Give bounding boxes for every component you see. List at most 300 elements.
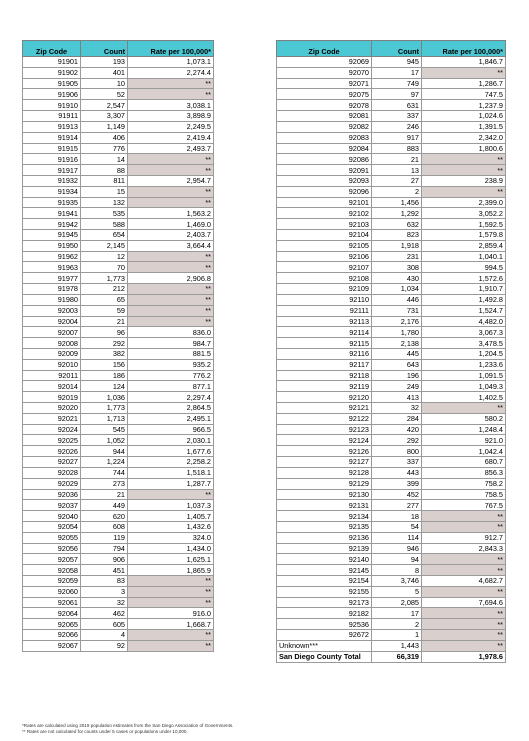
rate-cell: 1,204.5 — [422, 348, 506, 359]
rate-cell: 1,405.7 — [128, 511, 214, 522]
zip-code-cell: 92120 — [277, 392, 372, 403]
count-cell: 119 — [81, 532, 128, 543]
count-cell: 2,085 — [372, 597, 422, 608]
rate-cell: ** — [128, 576, 214, 587]
rate-cell: 2,403.7 — [128, 230, 214, 241]
table-row — [23, 57, 214, 68]
rate-cell: 2,274.4 — [128, 67, 214, 78]
rate-cell: 1,865.9 — [128, 565, 214, 576]
count-cell: 337 — [372, 111, 422, 122]
table-row — [23, 154, 214, 165]
table-row — [277, 219, 506, 230]
rate-cell: ** — [422, 403, 506, 414]
rate-cell: 1,248.4 — [422, 424, 506, 435]
rate-cell: 2,906.8 — [128, 273, 214, 284]
rate-cell: ** — [422, 67, 506, 78]
count-cell: 10 — [81, 78, 128, 89]
zip-code-cell: 92007 — [23, 327, 81, 338]
table-row — [23, 186, 214, 197]
rate-cell: ** — [128, 251, 214, 262]
count-cell: 944 — [81, 446, 128, 457]
table-row — [23, 230, 214, 241]
count-cell: 70 — [81, 262, 128, 273]
rate-cell: 856.3 — [422, 467, 506, 478]
rate-cell: ** — [128, 316, 214, 327]
rate-cell: ** — [128, 197, 214, 208]
rate-header: Rate per 100,000* — [128, 41, 214, 57]
count-cell: 744 — [81, 467, 128, 478]
zip-code-cell: 92173 — [277, 597, 372, 608]
rate-cell: 1,073.1 — [128, 57, 214, 68]
count-cell: 413 — [372, 392, 422, 403]
table-row — [277, 57, 506, 68]
table-row — [23, 370, 214, 381]
count-cell: 462 — [81, 608, 128, 619]
total-count: 66,319 — [372, 651, 422, 662]
count-cell: 1,918 — [372, 240, 422, 251]
count-cell: 545 — [81, 424, 128, 435]
table-row — [23, 403, 214, 414]
rate-cell: 3,478.5 — [422, 338, 506, 349]
count-cell: 12 — [81, 251, 128, 262]
count-cell: 406 — [81, 132, 128, 143]
right-zip-table — [276, 40, 506, 663]
count-cell: 605 — [81, 619, 128, 630]
zip-code-cell: 92126 — [277, 446, 372, 457]
count-cell: 273 — [81, 478, 128, 489]
zip-code-cell: 91977 — [23, 273, 81, 284]
rate-cell: 1,286.7 — [422, 78, 506, 89]
table-row — [23, 165, 214, 176]
table-row — [23, 500, 214, 511]
count-cell: 945 — [372, 57, 422, 68]
table-row — [277, 121, 506, 132]
rate-cell: 4,682.7 — [422, 576, 506, 587]
count-cell: 608 — [81, 521, 128, 532]
zip-code-cell: 92024 — [23, 424, 81, 435]
count-cell: 2 — [372, 619, 422, 630]
count-cell: 17 — [372, 608, 422, 619]
count-cell: 96 — [81, 327, 128, 338]
table-row — [23, 608, 214, 619]
table-row — [277, 478, 506, 489]
zip-code-cell: 92091 — [277, 165, 372, 176]
count-cell: 1,713 — [81, 413, 128, 424]
right-header-row — [277, 41, 506, 57]
zip-code-cell: 92107 — [277, 262, 372, 273]
zip-code-cell: 92108 — [277, 273, 372, 284]
table-row — [23, 586, 214, 597]
zip-code-cell: 92111 — [277, 305, 372, 316]
zip-code-cell: 92054 — [23, 521, 81, 532]
rate-cell: 1,040.1 — [422, 251, 506, 262]
table-row — [277, 78, 506, 89]
rate-cell: 1,846.7 — [422, 57, 506, 68]
rate-cell: 2,249.5 — [128, 121, 214, 132]
rate-cell: 3,067.3 — [422, 327, 506, 338]
count-cell: 643 — [372, 359, 422, 370]
count-cell: 52 — [81, 89, 128, 100]
count-cell: 588 — [81, 219, 128, 230]
count-cell: 2,176 — [372, 316, 422, 327]
zip-code-cell: 92058 — [23, 565, 81, 576]
rate-cell: ** — [128, 597, 214, 608]
zip-code-cell: 91906 — [23, 89, 81, 100]
table-row — [277, 403, 506, 414]
table-row — [277, 597, 506, 608]
zip-code-header: Zip Code — [277, 41, 372, 57]
table-row — [23, 446, 214, 457]
rate-cell: 1,677.6 — [128, 446, 214, 457]
left-table-body — [23, 57, 214, 652]
zip-code-cell: 92145 — [277, 565, 372, 576]
count-cell: 249 — [372, 381, 422, 392]
zip-code-cell: 92103 — [277, 219, 372, 230]
table-row — [277, 208, 506, 219]
table-row — [277, 89, 506, 100]
rate-cell: 3,052.2 — [422, 208, 506, 219]
count-cell: 535 — [81, 208, 128, 219]
count-cell: 212 — [81, 284, 128, 295]
zip-code-cell: 92104 — [277, 230, 372, 241]
table-row — [277, 240, 506, 251]
rate-cell: ** — [422, 619, 506, 630]
count-cell: 446 — [372, 294, 422, 305]
count-cell: 631 — [372, 100, 422, 111]
count-cell: 917 — [372, 132, 422, 143]
zip-code-cell: 91913 — [23, 121, 81, 132]
table-row — [23, 597, 214, 608]
footnotes — [22, 723, 233, 735]
table-row — [23, 143, 214, 154]
table-row — [23, 111, 214, 122]
rate-cell: 776.2 — [128, 370, 214, 381]
count-cell: 59 — [81, 305, 128, 316]
zip-code-cell: 92059 — [23, 576, 81, 587]
count-cell: 21 — [81, 489, 128, 500]
rate-cell: 881.5 — [128, 348, 214, 359]
zip-code-cell: 92101 — [277, 197, 372, 208]
count-cell: 92 — [81, 640, 128, 651]
zip-code-cell: 92040 — [23, 511, 81, 522]
table-row — [277, 100, 506, 111]
rate-cell: 1,668.7 — [128, 619, 214, 630]
zip-code-header: Zip Code — [23, 41, 81, 57]
zip-code-cell: 92020 — [23, 403, 81, 414]
rate-cell: ** — [422, 154, 506, 165]
zip-code-cell: 92014 — [23, 381, 81, 392]
rate-cell: 2,495.1 — [128, 413, 214, 424]
count-cell: 1,780 — [372, 327, 422, 338]
zip-code-cell: 92037 — [23, 500, 81, 511]
rate-cell: 2,258.2 — [128, 457, 214, 468]
zip-code-cell: 91945 — [23, 230, 81, 241]
table-row — [23, 132, 214, 143]
table-row — [277, 338, 506, 349]
count-cell: 430 — [372, 273, 422, 284]
zip-code-cell: 91950 — [23, 240, 81, 251]
count-cell: 1 — [372, 630, 422, 641]
zip-code-cell: 92025 — [23, 435, 81, 446]
zip-code-cell: 92036 — [23, 489, 81, 500]
table-row — [23, 100, 214, 111]
table-row — [23, 467, 214, 478]
zip-code-cell: 92154 — [277, 576, 372, 587]
count-cell: 1,773 — [81, 273, 128, 284]
zip-code-cell: 92003 — [23, 305, 81, 316]
unknown-rate: ** — [422, 640, 506, 651]
rate-cell: 7,694.6 — [422, 597, 506, 608]
footnote-suppression: ** Rates are not calculated for counts under 5 cases or populations under 10,000. — [22, 729, 188, 734]
zip-code-cell: 92028 — [23, 467, 81, 478]
table-row — [23, 262, 214, 273]
table-row — [23, 240, 214, 251]
zip-code-cell: 92056 — [23, 543, 81, 554]
zip-code-cell: 92123 — [277, 424, 372, 435]
table-row — [23, 457, 214, 468]
total-rate: 1,978.6 — [422, 651, 506, 662]
count-cell: 32 — [81, 597, 128, 608]
table-row — [277, 305, 506, 316]
zip-code-cell: 92021 — [23, 413, 81, 424]
table-row — [277, 630, 506, 641]
table-row — [23, 175, 214, 186]
table-row — [277, 348, 506, 359]
zip-code-cell: 91932 — [23, 175, 81, 186]
count-cell: 823 — [372, 230, 422, 241]
table-row — [277, 273, 506, 284]
rate-cell: 1,024.6 — [422, 111, 506, 122]
zip-code-cell: 92009 — [23, 348, 81, 359]
zip-code-cell: 92131 — [277, 500, 372, 511]
table-row — [23, 478, 214, 489]
unknown-count: 1,443 — [372, 640, 422, 651]
zip-code-cell: 92086 — [277, 154, 372, 165]
rate-cell: ** — [128, 630, 214, 641]
right-table-body — [277, 57, 506, 641]
rate-cell: 2,030.1 — [128, 435, 214, 446]
count-cell: 27 — [372, 175, 422, 186]
rate-cell: 1,037.3 — [128, 500, 214, 511]
zip-code-cell: 92536 — [277, 619, 372, 630]
table-row — [277, 608, 506, 619]
table-row — [277, 294, 506, 305]
table-row — [277, 284, 506, 295]
table-row — [277, 586, 506, 597]
zip-code-cell: 92071 — [277, 78, 372, 89]
table-row — [23, 576, 214, 587]
zip-code-cell: 92139 — [277, 543, 372, 554]
table-row — [23, 511, 214, 522]
table-row — [277, 543, 506, 554]
table-row — [277, 435, 506, 446]
count-cell: 18 — [372, 511, 422, 522]
rate-cell: ** — [128, 294, 214, 305]
count-cell: 97 — [372, 89, 422, 100]
rate-cell: ** — [422, 165, 506, 176]
count-cell: 193 — [81, 57, 128, 68]
zip-code-cell: 92011 — [23, 370, 81, 381]
zip-code-cell: 92128 — [277, 467, 372, 478]
table-row — [277, 111, 506, 122]
table-row — [277, 381, 506, 392]
count-cell: 2,138 — [372, 338, 422, 349]
rate-cell: 1,233.6 — [422, 359, 506, 370]
rate-cell: 1,625.1 — [128, 554, 214, 565]
unknown-row — [277, 640, 506, 651]
rate-cell: ** — [128, 186, 214, 197]
count-cell: 731 — [372, 305, 422, 316]
rate-cell: 1,432.6 — [128, 521, 214, 532]
zip-code-cell: 92109 — [277, 284, 372, 295]
count-cell: 632 — [372, 219, 422, 230]
count-cell: 1,034 — [372, 284, 422, 295]
zip-code-cell: 92124 — [277, 435, 372, 446]
rate-cell: 2,342.0 — [422, 132, 506, 143]
rate-cell: 1,469.0 — [128, 219, 214, 230]
rate-cell: ** — [128, 305, 214, 316]
zip-code-cell: 92140 — [277, 554, 372, 565]
count-cell: 277 — [372, 500, 422, 511]
count-cell: 231 — [372, 251, 422, 262]
count-cell: 443 — [372, 467, 422, 478]
rate-cell: 1,492.8 — [422, 294, 506, 305]
table-row — [277, 424, 506, 435]
count-cell: 54 — [372, 521, 422, 532]
rate-cell: ** — [128, 586, 214, 597]
rate-cell: 966.5 — [128, 424, 214, 435]
rate-cell: ** — [128, 154, 214, 165]
count-cell: 449 — [81, 500, 128, 511]
rate-cell: ** — [128, 640, 214, 651]
rate-cell: 2,954.7 — [128, 175, 214, 186]
rate-cell: 1,518.1 — [128, 467, 214, 478]
table-row — [23, 619, 214, 630]
count-header: Count — [81, 41, 128, 57]
rate-cell: 1,572.6 — [422, 273, 506, 284]
zip-code-cell: 92004 — [23, 316, 81, 327]
table-row — [277, 67, 506, 78]
count-cell: 451 — [81, 565, 128, 576]
count-cell: 308 — [372, 262, 422, 273]
zip-code-cell: 91962 — [23, 251, 81, 262]
count-cell: 620 — [81, 511, 128, 522]
count-cell: 21 — [372, 154, 422, 165]
zip-code-cell: 92093 — [277, 175, 372, 186]
zip-code-cell: 92084 — [277, 143, 372, 154]
table-row — [277, 316, 506, 327]
count-cell: 21 — [81, 316, 128, 327]
zip-code-cell: 92106 — [277, 251, 372, 262]
zip-code-cell: 92075 — [277, 89, 372, 100]
table-row — [277, 511, 506, 522]
count-cell: 94 — [372, 554, 422, 565]
table-row — [277, 521, 506, 532]
zip-code-cell: 92067 — [23, 640, 81, 651]
zip-code-cell: 92082 — [277, 121, 372, 132]
count-cell: 452 — [372, 489, 422, 500]
count-cell: 1,456 — [372, 197, 422, 208]
rate-cell: ** — [422, 521, 506, 532]
table-row — [23, 273, 214, 284]
count-cell: 337 — [372, 457, 422, 468]
rate-cell: 747.5 — [422, 89, 506, 100]
zip-code-cell: 92113 — [277, 316, 372, 327]
count-cell: 15 — [81, 186, 128, 197]
rate-cell: 1,237.9 — [422, 100, 506, 111]
rate-cell: 877.1 — [128, 381, 214, 392]
total-label: San Diego County Total — [277, 651, 372, 662]
rate-cell: 324.0 — [128, 532, 214, 543]
zip-code-cell: 91978 — [23, 284, 81, 295]
rate-cell: ** — [422, 608, 506, 619]
table-row — [277, 359, 506, 370]
count-cell: 776 — [81, 143, 128, 154]
zip-code-cell: 91917 — [23, 165, 81, 176]
zip-code-cell: 92121 — [277, 403, 372, 414]
count-cell: 13 — [372, 165, 422, 176]
zip-code-cell: 92122 — [277, 413, 372, 424]
rate-cell: 1,091.5 — [422, 370, 506, 381]
rate-cell: 4,482.0 — [422, 316, 506, 327]
table-row — [23, 89, 214, 100]
rate-cell: 3,898.9 — [128, 111, 214, 122]
table-row — [277, 446, 506, 457]
rate-cell: ** — [422, 554, 506, 565]
count-cell: 8 — [372, 565, 422, 576]
zip-code-cell: 92115 — [277, 338, 372, 349]
rate-cell: ** — [422, 186, 506, 197]
rate-cell: ** — [128, 89, 214, 100]
count-cell: 3 — [81, 586, 128, 597]
count-cell: 382 — [81, 348, 128, 359]
table-row — [23, 521, 214, 532]
zip-code-cell: 92129 — [277, 478, 372, 489]
rate-cell: ** — [128, 165, 214, 176]
zip-code-cell: 91980 — [23, 294, 81, 305]
rate-cell: 2,859.4 — [422, 240, 506, 251]
zip-code-cell: 91935 — [23, 197, 81, 208]
zip-code-cell: 91915 — [23, 143, 81, 154]
table-row — [23, 121, 214, 132]
count-cell: 2,145 — [81, 240, 128, 251]
zip-code-cell: 92010 — [23, 359, 81, 370]
table-row — [277, 186, 506, 197]
count-cell: 292 — [372, 435, 422, 446]
count-cell: 883 — [372, 143, 422, 154]
count-cell: 88 — [81, 165, 128, 176]
rate-cell: 1,563.2 — [128, 208, 214, 219]
count-cell: 654 — [81, 230, 128, 241]
table-row — [23, 338, 214, 349]
table-row — [277, 500, 506, 511]
rate-cell: ** — [128, 262, 214, 273]
count-cell: 196 — [372, 370, 422, 381]
zip-code-cell: 92069 — [277, 57, 372, 68]
rate-cell: 1,910.7 — [422, 284, 506, 295]
rate-cell: ** — [422, 586, 506, 597]
count-cell: 794 — [81, 543, 128, 554]
rate-cell: 1,800.6 — [422, 143, 506, 154]
zip-code-cell: 91934 — [23, 186, 81, 197]
rate-cell: 935.2 — [128, 359, 214, 370]
table-row — [23, 78, 214, 89]
rate-cell: 1,592.5 — [422, 219, 506, 230]
table-row — [23, 284, 214, 295]
table-row — [277, 392, 506, 403]
table-row — [277, 262, 506, 273]
table-row — [277, 132, 506, 143]
